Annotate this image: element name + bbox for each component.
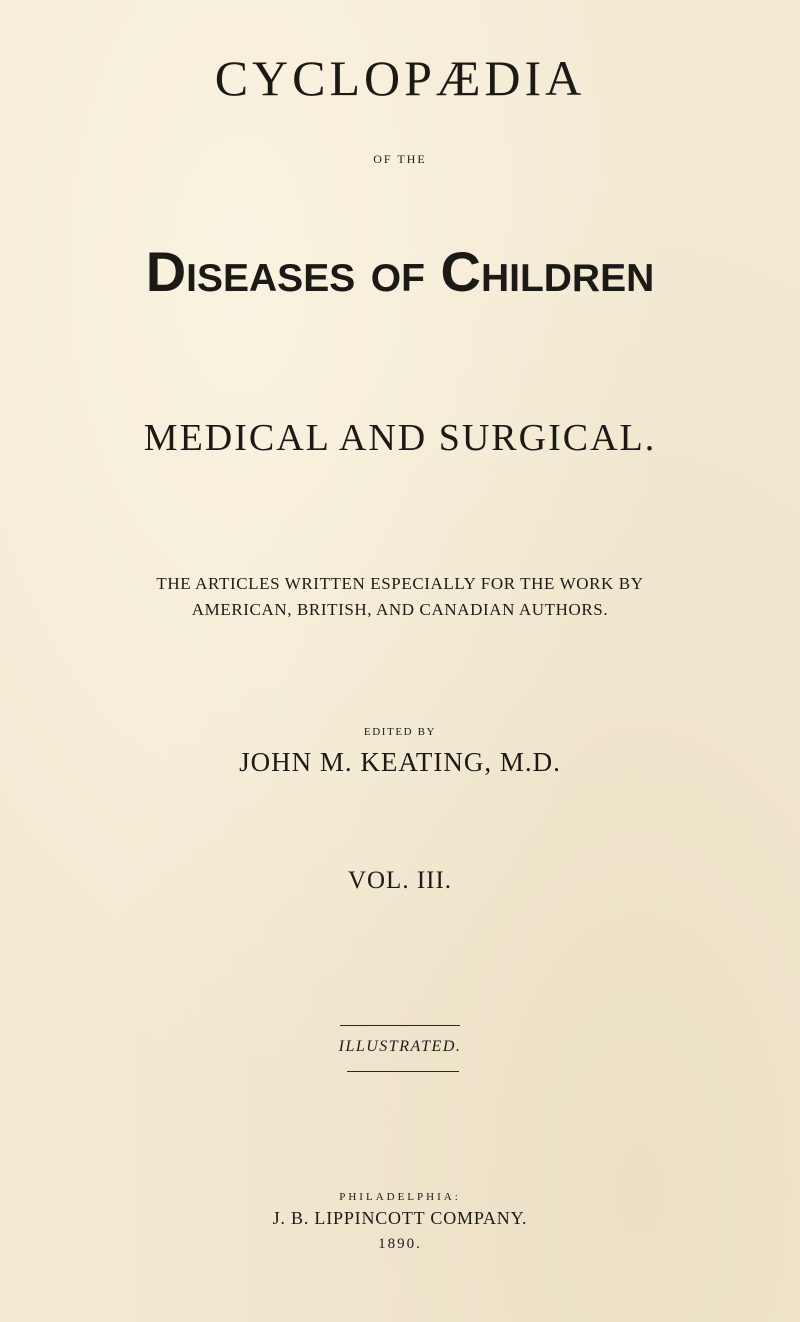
publication-year: 1890. xyxy=(378,1236,422,1252)
rule-divider-bottom xyxy=(347,1071,459,1072)
editor-name: JOHN M. KEATING, M.D. xyxy=(239,747,561,777)
description-line-1: THE ARTICLES WRITTEN ESPECIALLY FOR THE WORK BY xyxy=(156,574,644,593)
publisher-name: J. B. LIPPINCOTT COMPANY. xyxy=(272,1208,528,1228)
volume-number: VOL. III. xyxy=(347,867,453,894)
rule-divider-top xyxy=(340,1025,460,1026)
publisher-city: PHILADELPHIA: xyxy=(339,1191,461,1203)
description-line-2: AMERICAN, BRITISH, AND CANADIAN AUTHORS. xyxy=(191,600,609,619)
illustrated-label: ILLUSTRATED. xyxy=(338,1038,462,1055)
of-the-label: OF THE xyxy=(373,152,427,166)
series-title: CYCLOPÆDIA xyxy=(214,50,586,106)
edited-by-label: EDITED BY xyxy=(363,726,437,738)
main-title: Diseases of Children xyxy=(145,240,655,303)
subtitle: MEDICAL AND SURGICAL. xyxy=(143,417,657,459)
